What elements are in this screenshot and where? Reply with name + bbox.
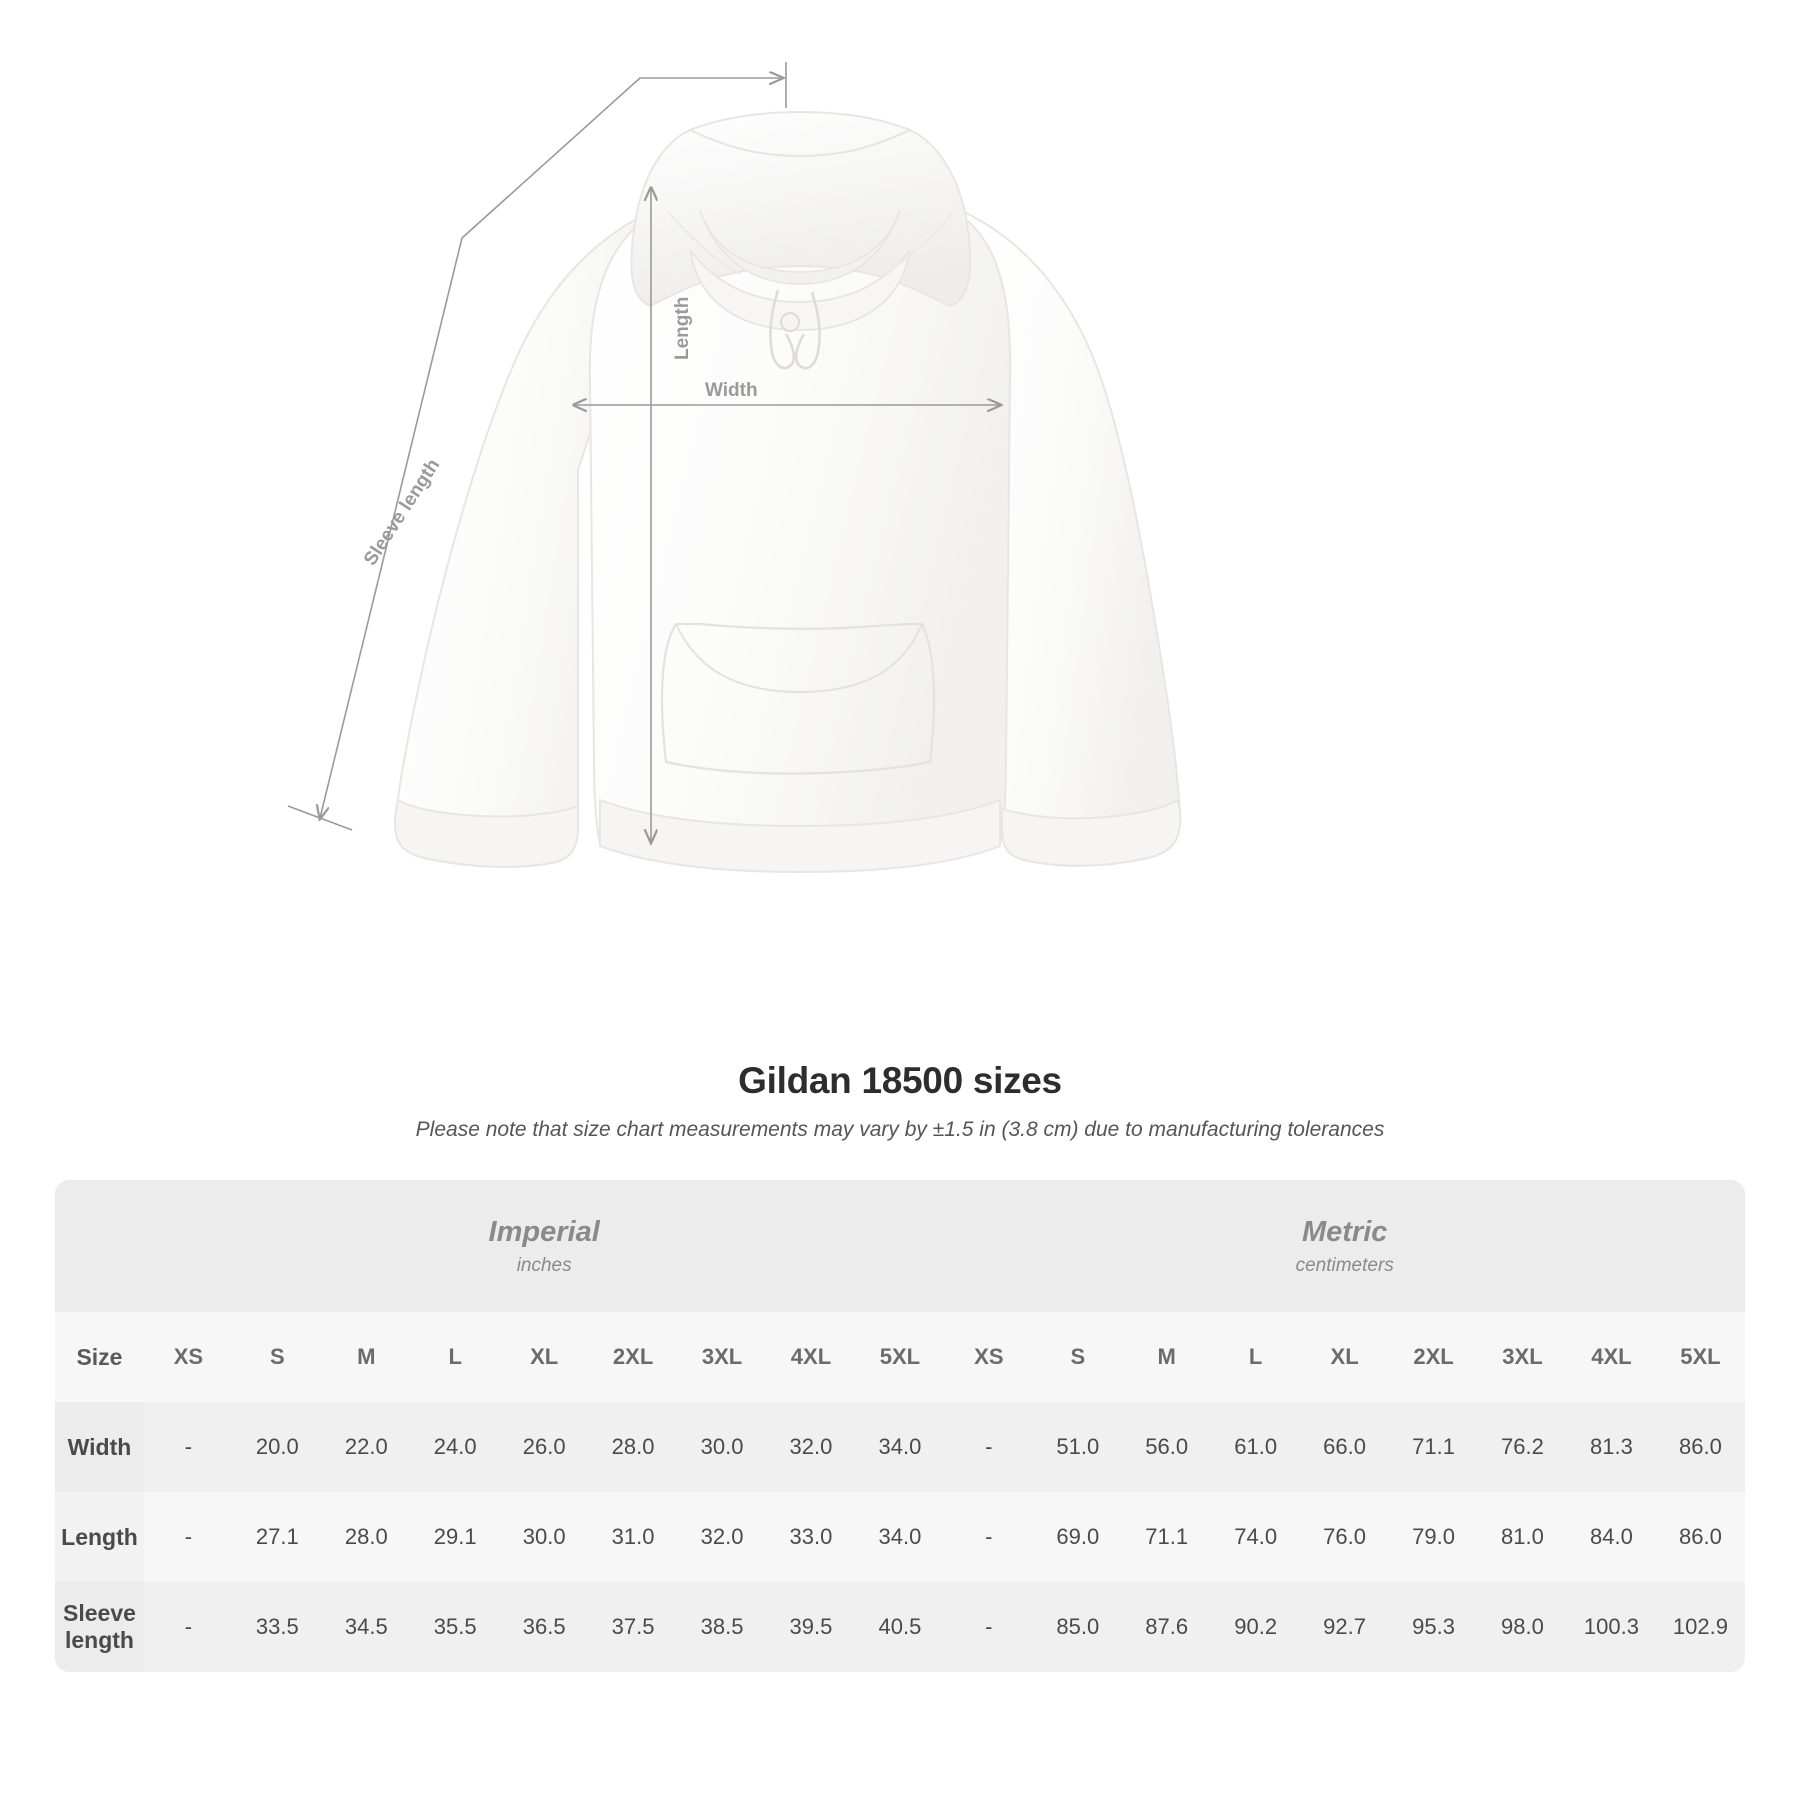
sleeve-length-label: Sleeve length xyxy=(360,455,445,570)
size-col-imperial-3xl: 3XL xyxy=(678,1312,767,1402)
table-row xyxy=(55,1492,1745,1582)
cell-sleeve-metric-5xl: 102.9 xyxy=(1656,1582,1745,1672)
cell-width-imperial-m: 22.0 xyxy=(322,1402,411,1492)
cell-width-imperial-l: 24.0 xyxy=(411,1402,500,1492)
cell-sleeve-metric-3xl: 98.0 xyxy=(1478,1582,1567,1672)
cell-sleeve-metric-m: 87.6 xyxy=(1122,1582,1211,1672)
unit-name-metric: Metric xyxy=(1301,1215,1388,1248)
cell-sleeve-imperial-xl: 36.5 xyxy=(500,1582,589,1672)
size-col-imperial-xs: XS xyxy=(144,1312,233,1402)
cell-width-imperial-xs: - xyxy=(144,1402,233,1492)
unit-header-row xyxy=(55,1180,1745,1312)
size-col-imperial-4xl: 4XL xyxy=(767,1312,856,1402)
cell-width-metric-5xl: 86.0 xyxy=(1656,1402,1745,1492)
cell-length-imperial-2xl: 31.0 xyxy=(589,1492,678,1582)
tolerance-note: Please note that size chart measurements may vary by ±1.5 in (3.8 cm) due to manufacturing tolerances xyxy=(415,1118,1385,1141)
cell-sleeve-metric-xs: - xyxy=(944,1582,1033,1672)
title-block xyxy=(0,1060,1800,1142)
size-header-label: Size xyxy=(55,1312,144,1402)
cell-width-metric-xl: 66.0 xyxy=(1300,1402,1389,1492)
unit-sub-metric: centimeters xyxy=(1295,1254,1394,1276)
cell-length-metric-5xl: 86.0 xyxy=(1656,1492,1745,1582)
size-col-metric-l: L xyxy=(1211,1312,1300,1402)
cell-length-imperial-l: 29.1 xyxy=(411,1492,500,1582)
size-col-imperial-s: S xyxy=(233,1312,322,1402)
table-row xyxy=(55,1582,1745,1672)
cell-width-metric-l: 61.0 xyxy=(1211,1402,1300,1492)
cell-width-imperial-5xl: 34.0 xyxy=(855,1402,944,1492)
unit-group-imperial xyxy=(144,1180,944,1312)
cell-width-imperial-3xl: 30.0 xyxy=(678,1402,767,1492)
row-label-width: Width xyxy=(55,1402,144,1492)
cell-length-imperial-3xl: 32.0 xyxy=(678,1492,767,1582)
cell-length-imperial-5xl: 34.0 xyxy=(855,1492,944,1582)
row-label-length: Length xyxy=(55,1492,144,1582)
cell-width-imperial-s: 20.0 xyxy=(233,1402,322,1492)
cell-sleeve-metric-4xl: 100.3 xyxy=(1567,1582,1656,1672)
cell-sleeve-metric-2xl: 95.3 xyxy=(1389,1582,1478,1672)
cell-length-metric-s: 69.0 xyxy=(1033,1492,1122,1582)
length-label: Length xyxy=(672,296,693,360)
cell-width-metric-3xl: 76.2 xyxy=(1478,1402,1567,1492)
cell-length-metric-4xl: 84.0 xyxy=(1567,1492,1656,1582)
cell-sleeve-metric-s: 85.0 xyxy=(1033,1582,1122,1672)
size-col-imperial-2xl: 2XL xyxy=(589,1312,678,1402)
table-row xyxy=(55,1402,1745,1492)
hoodie-shape xyxy=(395,112,1180,872)
cell-width-imperial-2xl: 28.0 xyxy=(589,1402,678,1492)
size-col-metric-3xl: 3XL xyxy=(1478,1312,1567,1402)
cell-sleeve-imperial-xs: - xyxy=(144,1582,233,1672)
cell-sleeve-imperial-4xl: 39.5 xyxy=(767,1582,856,1672)
unit-name-imperial: Imperial xyxy=(488,1215,600,1248)
cell-length-metric-l: 74.0 xyxy=(1211,1492,1300,1582)
cell-sleeve-imperial-s: 33.5 xyxy=(233,1582,322,1672)
cell-width-metric-4xl: 81.3 xyxy=(1567,1402,1656,1492)
cell-length-imperial-xl: 30.0 xyxy=(500,1492,589,1582)
cell-width-metric-s: 51.0 xyxy=(1033,1402,1122,1492)
page-title: Gildan 18500 sizes xyxy=(738,1060,1062,1101)
cell-sleeve-imperial-m: 34.5 xyxy=(322,1582,411,1672)
cell-length-imperial-m: 28.0 xyxy=(322,1492,411,1582)
unit-sub-imperial: inches xyxy=(516,1254,572,1276)
size-col-metric-5xl: 5XL xyxy=(1656,1312,1745,1402)
size-col-metric-4xl: 4XL xyxy=(1567,1312,1656,1402)
row-label-sleeve-length: Sleeve length xyxy=(55,1582,144,1672)
cell-length-metric-m: 71.1 xyxy=(1122,1492,1211,1582)
size-col-metric-s: S xyxy=(1033,1312,1122,1402)
cell-width-imperial-xl: 26.0 xyxy=(500,1402,589,1492)
size-col-metric-2xl: 2XL xyxy=(1389,1312,1478,1402)
cell-sleeve-imperial-5xl: 40.5 xyxy=(855,1582,944,1672)
size-col-imperial-5xl: 5XL xyxy=(855,1312,944,1402)
cell-width-imperial-4xl: 32.0 xyxy=(767,1402,856,1492)
size-col-metric-m: M xyxy=(1122,1312,1211,1402)
cell-sleeve-imperial-l: 35.5 xyxy=(411,1582,500,1672)
cell-width-metric-2xl: 71.1 xyxy=(1389,1402,1478,1492)
cell-length-metric-3xl: 81.0 xyxy=(1478,1492,1567,1582)
cell-length-metric-2xl: 79.0 xyxy=(1389,1492,1478,1582)
width-label: Width xyxy=(705,380,758,401)
cell-sleeve-metric-l: 90.2 xyxy=(1211,1582,1300,1672)
size-col-imperial-xl: XL xyxy=(500,1312,589,1402)
size-header-row xyxy=(55,1312,1745,1402)
size-col-metric-xl: XL xyxy=(1300,1312,1389,1402)
size-table xyxy=(55,1180,1745,1672)
cell-sleeve-imperial-3xl: 38.5 xyxy=(678,1582,767,1672)
cell-length-imperial-xs: - xyxy=(144,1492,233,1582)
unit-corner-cell xyxy=(55,1180,144,1312)
cell-sleeve-metric-xl: 92.7 xyxy=(1300,1582,1389,1672)
size-table-wrapper xyxy=(55,1180,1745,1672)
cell-length-metric-xs: - xyxy=(944,1492,1033,1582)
cell-length-metric-xl: 76.0 xyxy=(1300,1492,1389,1582)
cell-sleeve-imperial-2xl: 37.5 xyxy=(589,1582,678,1672)
size-col-imperial-l: L xyxy=(411,1312,500,1402)
size-col-metric-xs: XS xyxy=(944,1312,1033,1402)
cell-width-metric-xs: - xyxy=(944,1402,1033,1492)
cell-length-imperial-s: 27.1 xyxy=(233,1492,322,1582)
cell-width-metric-m: 56.0 xyxy=(1122,1402,1211,1492)
size-col-imperial-m: M xyxy=(322,1312,411,1402)
cell-length-imperial-4xl: 33.0 xyxy=(767,1492,856,1582)
unit-group-metric xyxy=(944,1180,1745,1312)
